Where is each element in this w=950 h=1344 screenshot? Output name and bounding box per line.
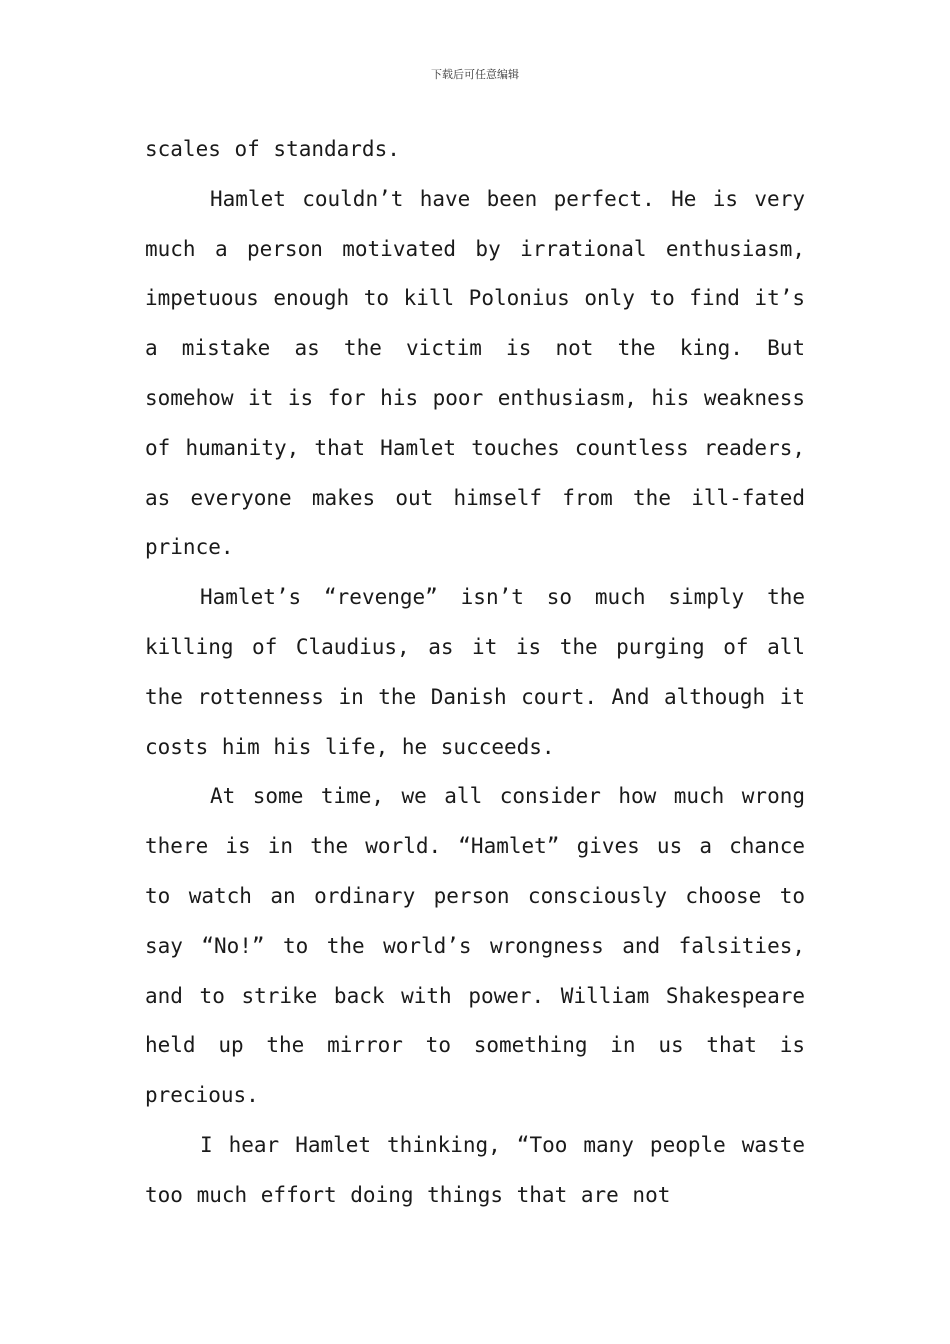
document-body [145,125,805,1221]
paragraph-hamlet-revenge: Hamlet’s “revenge” isn’t so much simply the killing of Claudius, as it is the purging of all the rottenness in the Danish court. And although it costs him his life, he succeeds. [145,585,805,759]
paragraph-hamlet-imperfect: Hamlet couldn’t have been perfect. He is very much a person motivated by irrational enthusiasm, impetuous enough to kill Polonius only to find it’s a mistake as the victim is not the king. But somehow it is for his poor enthusiasm, his weakness of humanity, that Hamlet touches countless readers, as everyone makes out himself from the ill-fated prince. [145,186,805,560]
paragraph-continuation: scales of standards. [145,137,400,161]
page-header-note: 下载后可任意编辑 [431,68,519,81]
paragraph-hamlet-thinking: I hear Hamlet thinking, “Too many people waste too much effort doing things that are not [145,1132,805,1207]
paragraph-world-wrongness: At some time, we all consider how much wrong there is in the world. “Hamlet” gives us a chance to watch an ordinary person consciously choose to say “No!” to the world’s wrongness and falsities, and to strike back with power. William Shakespeare held up the mirror to something in us that is precious. [145,784,805,1108]
